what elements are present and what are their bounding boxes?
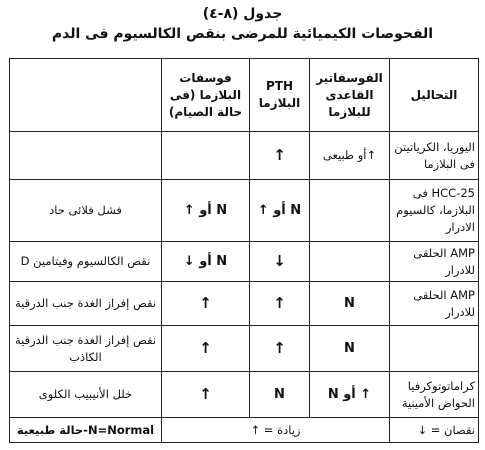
cell-pth: ↑	[250, 282, 310, 326]
header-serum-phosphate: فوسفات البلازما (فى حالة الصيام)	[162, 59, 250, 132]
cell-notes: فشل فلائى حاد	[10, 180, 162, 242]
cell-notes: نقص الكالسيوم وفيتامين D	[10, 242, 162, 282]
cell-phosphate	[310, 180, 390, 242]
cell-serum-phosphate: N أو ↓	[162, 242, 250, 282]
legend-row	[10, 418, 479, 443]
cell-test: AMP الحلقى للادرار	[390, 282, 479, 326]
cell-serum-phosphate: ↑	[162, 282, 250, 326]
cell-pth: ↑	[250, 326, 310, 372]
cell-notes	[10, 132, 162, 180]
cell-pth: ↓	[250, 242, 310, 282]
cell-test	[390, 326, 479, 372]
cell-phosphate: ↑أو طبيعى	[310, 132, 390, 180]
table-row	[10, 132, 479, 180]
cell-pth: N أو ↑	[250, 180, 310, 242]
cell-phosphate: N	[310, 326, 390, 372]
legend-increase: زيادة = ↑	[162, 418, 390, 443]
cell-phosphate	[310, 242, 390, 282]
cell-notes: نقص إفراز الغدة جنب الدرقية الكاذب	[10, 326, 162, 372]
cell-phosphate: N	[310, 282, 390, 326]
cell-test: AMP الحلقى للادرار	[390, 242, 479, 282]
legend-decrease: نقصان = ↓	[390, 418, 479, 443]
header-phosphate: الفوسفاتير القاعدى للبلازما	[310, 59, 390, 132]
table-row	[10, 180, 479, 242]
results-table	[9, 58, 479, 443]
cell-pth: ↑	[250, 132, 310, 180]
cell-test: 25-HCC فى البلازما، كالسيوم الادرار	[390, 180, 479, 242]
header-pth: PTH البلازما	[250, 59, 310, 132]
cell-serum-phosphate: N أو ↑	[162, 180, 250, 242]
legend-normal: N=Normal-حالة طبيعية	[10, 418, 162, 443]
title-block	[0, 4, 485, 44]
cell-phosphate: ↑ أو N	[310, 372, 390, 418]
header-row	[10, 59, 479, 132]
cell-notes: خلل الأنيبيب الكلوى	[10, 372, 162, 418]
table-title: الفحوصات الكيميائية للمرضى بنقص الكالسيوم فى الدم	[51, 26, 434, 42]
table-number: جدول (٨-٤)	[202, 6, 283, 22]
table-row	[10, 326, 479, 372]
header-test: التحاليل	[390, 59, 479, 132]
table-row	[10, 242, 479, 282]
table-row	[10, 372, 479, 418]
cell-serum-phosphate	[162, 132, 250, 180]
cell-pth: N	[250, 372, 310, 418]
cell-serum-phosphate: ↑	[162, 372, 250, 418]
cell-test: اليوريا، الكرياتيتن فى البلازما	[390, 132, 479, 180]
cell-notes: نقص إفراز الغدة جنب الدرقية	[10, 282, 162, 326]
table-row	[10, 282, 479, 326]
cell-test: كراماتوتوكرفيا الحواض الأمينية	[390, 372, 479, 418]
cell-serum-phosphate: ↑	[162, 326, 250, 372]
header-notes	[10, 59, 162, 132]
